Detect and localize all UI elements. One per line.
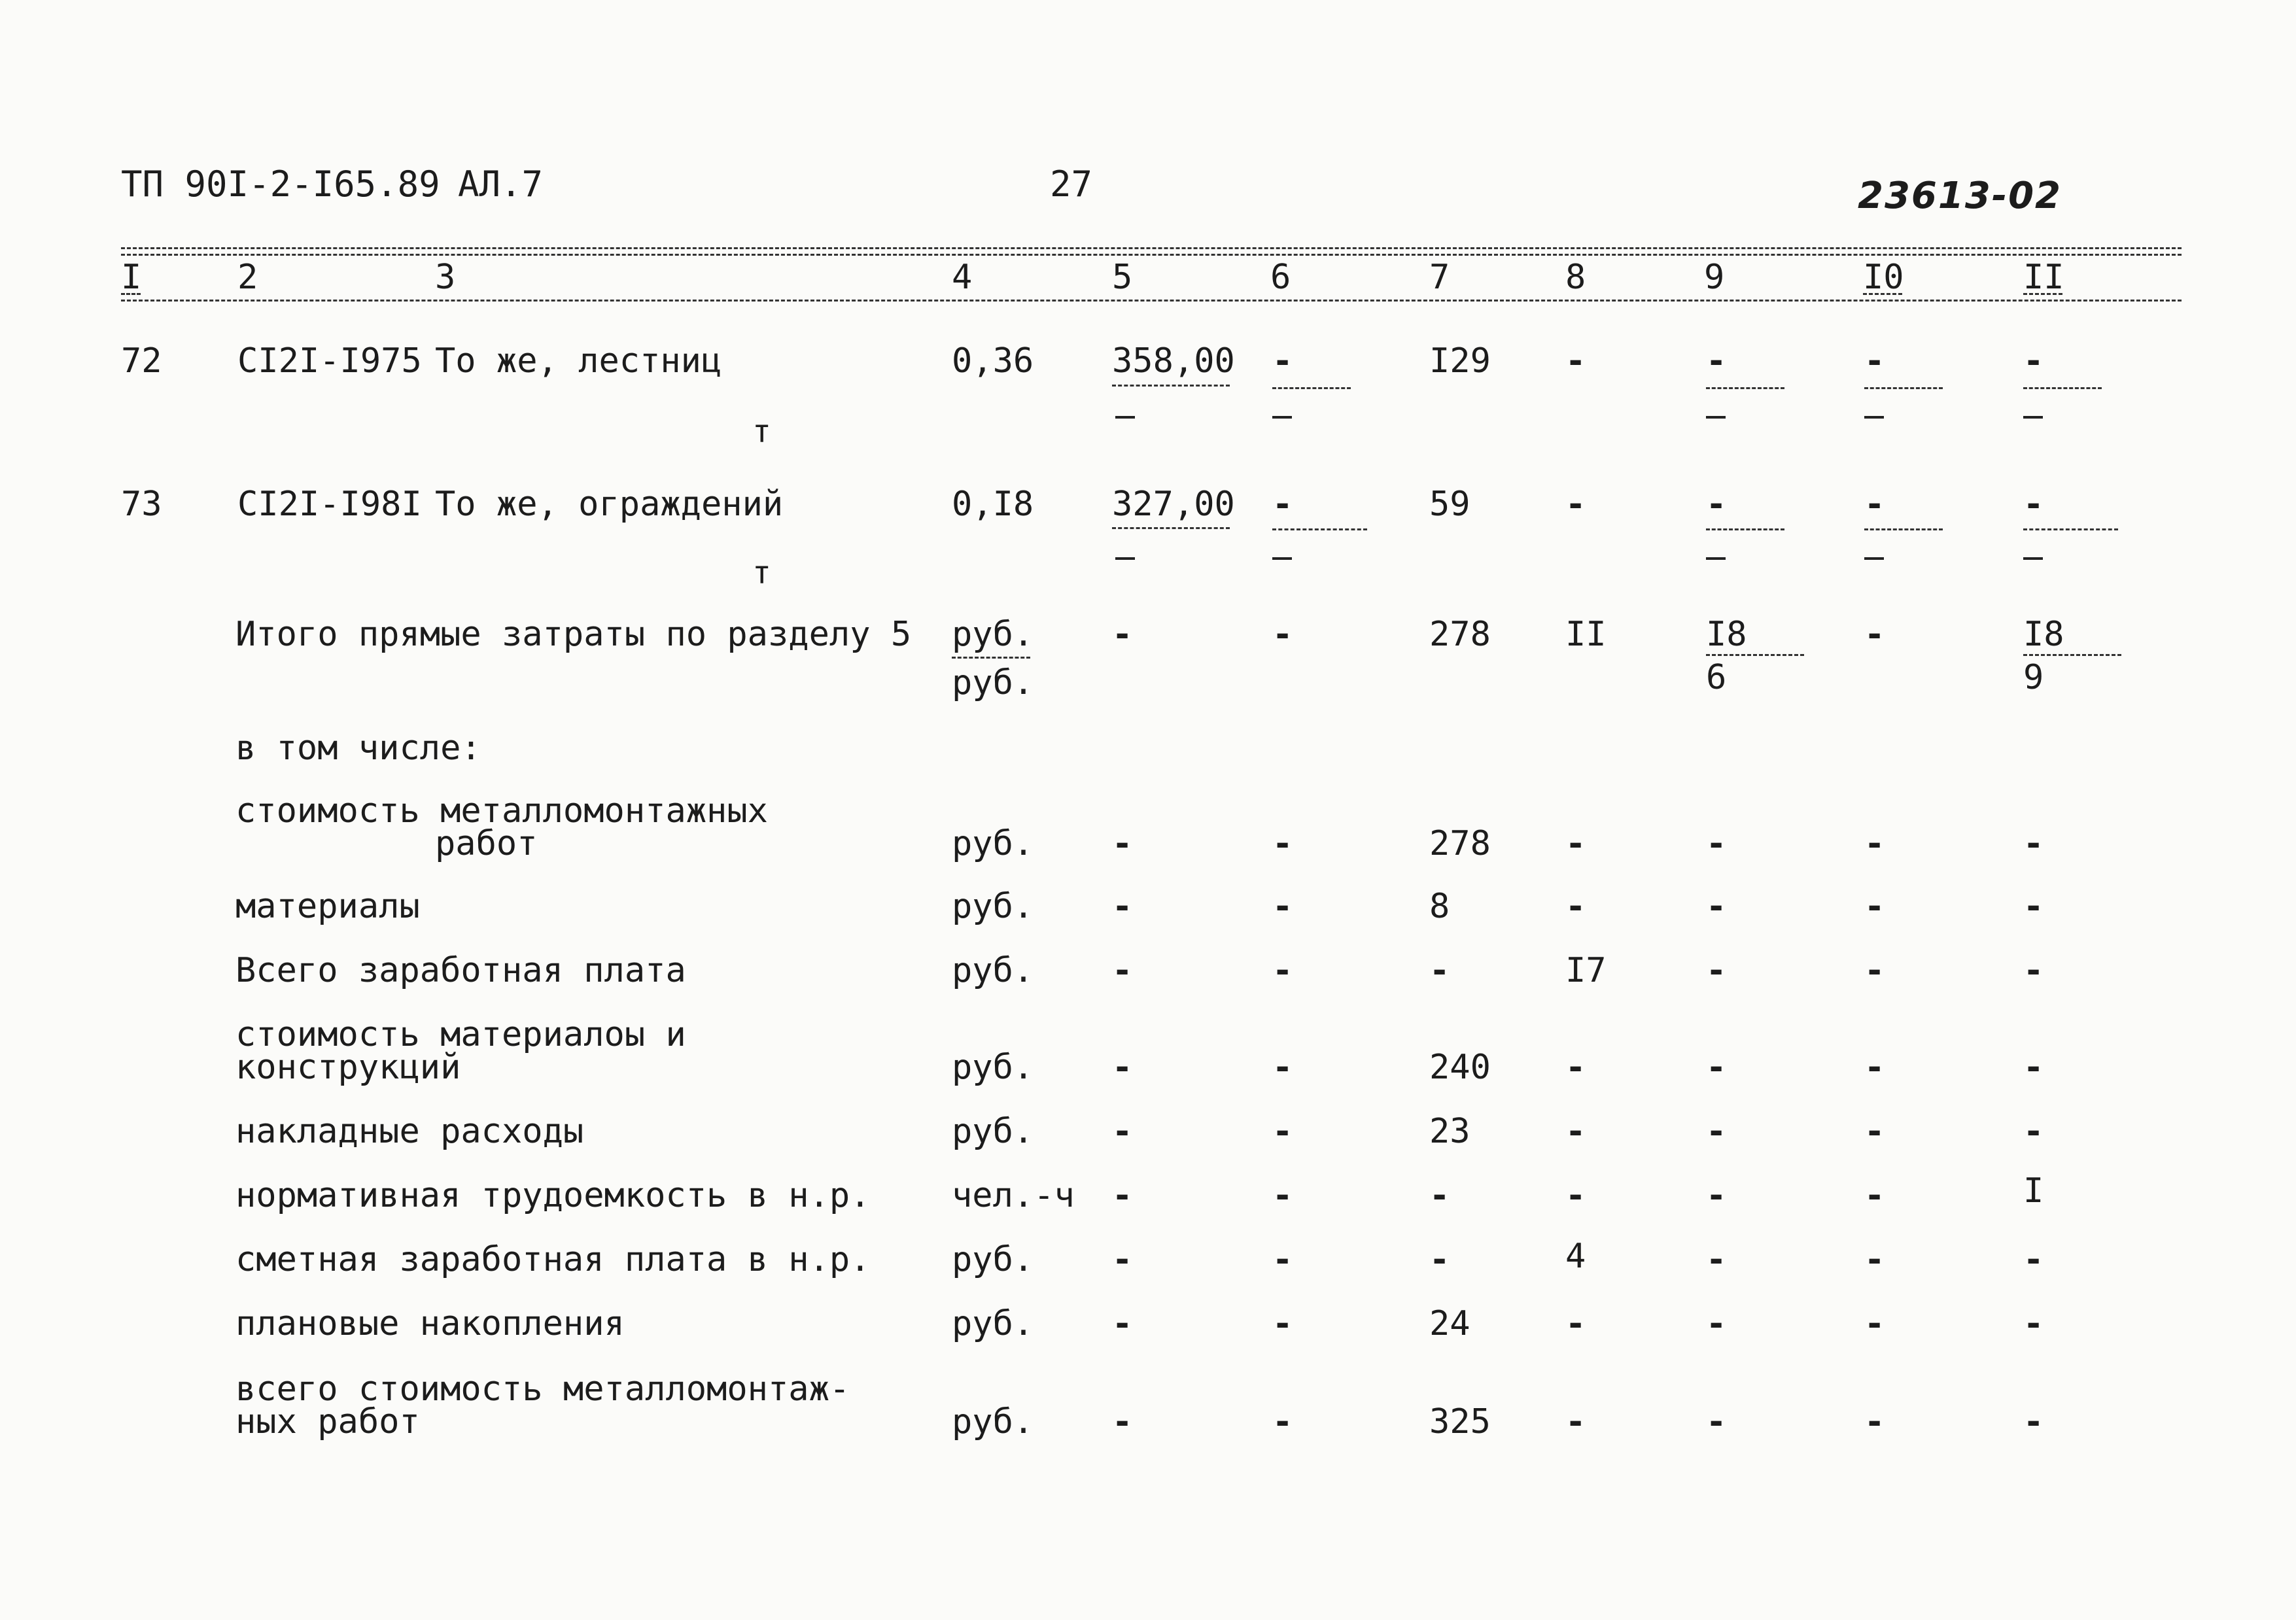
col10-value: - (1864, 341, 1885, 381)
total-col11-top: I8 (2023, 615, 2064, 654)
col5-value: - (1112, 1112, 1133, 1151)
grand-total-label: всего стоимость металломонтаж- (235, 1370, 850, 1409)
col-header-7: 7 (1429, 258, 1450, 297)
unit-label: руб. (952, 1304, 1034, 1343)
breakdown-label: нормативная трудоемкость в н.р. (235, 1176, 871, 1215)
col11-value: - (2023, 824, 2044, 863)
col7-value: 24 (1429, 1304, 1470, 1343)
total-col7: 278 (1429, 615, 1491, 654)
col9-value: - (1706, 824, 1727, 863)
col-header-11-underline (2023, 293, 2062, 295)
grand-total-label-cont: ных работ (235, 1402, 420, 1441)
col6-value: - (1272, 887, 1293, 926)
col5-value: - (1112, 1304, 1133, 1343)
col11-value: - (2023, 1112, 2044, 1151)
total-col11-bottom: 9 (2023, 658, 2044, 697)
col7-value: - (1429, 951, 1450, 990)
col6-value: - (1272, 1240, 1293, 1279)
col8-value: - (1565, 1176, 1586, 1215)
unit-label: т (752, 555, 771, 591)
page-number: 27 (1050, 164, 1093, 205)
col7-value: 23 (1429, 1112, 1470, 1151)
col-header-6: 6 (1270, 258, 1291, 297)
col-header-2: 2 (237, 258, 258, 297)
col10-sub-dash (1864, 557, 1884, 560)
col11-value: - (2023, 1304, 2044, 1343)
unit-price-sub-dash (1115, 416, 1135, 419)
col11-value: - (2023, 1240, 2044, 1279)
header-top-rule-2 (121, 254, 2182, 256)
total-col11-fraction-line (2023, 654, 2121, 656)
unit-label: руб. (952, 1402, 1034, 1441)
col6-fraction-line (1272, 387, 1351, 389)
col5-value: - (1112, 1240, 1133, 1279)
item-name: То же, лестниц (435, 341, 722, 381)
col10-value: - (1864, 485, 1885, 524)
col7-value: 278 (1429, 824, 1491, 863)
col6-sub-dash (1272, 557, 1292, 560)
col-header-4: 4 (952, 258, 973, 297)
col9-value: - (1706, 1402, 1727, 1441)
col8-value: I7 (1565, 951, 1607, 990)
col10-value: - (1864, 1402, 1885, 1441)
col6-value: - (1272, 485, 1293, 524)
unit-label: руб. (952, 887, 1034, 926)
col8-value: - (1565, 824, 1586, 863)
col7-value: 325 (1429, 1402, 1491, 1441)
col-header-1-underline (121, 293, 141, 295)
unit-label: руб. (952, 1048, 1034, 1087)
unit-label: руб. (952, 824, 1034, 863)
header-top-rule (121, 247, 2182, 249)
header-bottom-rule (121, 300, 2182, 302)
col9-value: - (1706, 341, 1727, 381)
col8-value: - (1565, 1402, 1586, 1441)
col6-value: - (1272, 1048, 1293, 1087)
col11-value: - (2023, 1048, 2044, 1087)
col10-value: - (1864, 1304, 1885, 1343)
col11-value: - (2023, 1402, 2044, 1441)
col7-value: 240 (1429, 1048, 1491, 1087)
document-code: ТП 90I-2-I65.89 (121, 164, 440, 205)
unit-price: 327,00 (1112, 485, 1235, 524)
col11-value: - (2023, 887, 2044, 926)
total-col6: - (1272, 615, 1293, 654)
col9-fraction-line (1706, 387, 1784, 389)
breakdown-label-cont: работ (435, 824, 538, 863)
col10-value: - (1864, 1176, 1885, 1215)
col9-sub-dash (1706, 416, 1726, 419)
col10-fraction-line (1864, 528, 1943, 530)
unit-label: чел.-ч (952, 1176, 1075, 1215)
row-number: 73 (121, 485, 162, 524)
col10-value: - (1864, 824, 1885, 863)
unit-label: т (752, 413, 771, 450)
unit-label: руб. (952, 1112, 1034, 1151)
col8-value: - (1565, 887, 1586, 926)
col7-value: I29 (1429, 341, 1491, 381)
col8-value: - (1565, 1112, 1586, 1151)
col-header-1: I (121, 258, 142, 297)
breakdown-label: сметная заработная плата в н.р. (235, 1240, 871, 1279)
col-header-9: 9 (1704, 258, 1725, 297)
col7-value: 8 (1429, 887, 1450, 926)
col6-value: - (1272, 951, 1293, 990)
col-header-10-underline (1863, 293, 1902, 295)
col11-value: - (2023, 341, 2044, 381)
col7-value: - (1429, 1240, 1450, 1279)
col5-value: - (1112, 951, 1133, 990)
col-header-5: 5 (1112, 258, 1133, 297)
item-name: То же, ограждений (435, 485, 784, 524)
col10-fraction-line (1864, 387, 1943, 389)
breakdown-label: Всего заработная плата (235, 951, 686, 990)
col9-value: - (1706, 485, 1727, 524)
total-unit-fraction-line (952, 657, 1030, 659)
total-unit-bottom: руб. (952, 663, 1034, 702)
unit-price-underline (1112, 527, 1230, 529)
col9-value: - (1706, 887, 1727, 926)
col9-value: - (1706, 1304, 1727, 1343)
unit-label: руб. (952, 951, 1034, 990)
col5-value: - (1112, 1402, 1133, 1441)
col8-value: - (1565, 1048, 1586, 1087)
unit-label: руб. (952, 1240, 1034, 1279)
quantity: 0,36 (952, 341, 1034, 381)
col-header-10: I0 (1863, 258, 1904, 297)
total-unit-top: руб. (952, 615, 1034, 654)
col11-fraction-line (2023, 528, 2118, 530)
col5-value: - (1112, 887, 1133, 926)
breakdown-label: стоимость материалоы и (235, 1015, 686, 1054)
quantity: 0,I8 (952, 485, 1034, 524)
album-number: АЛ.7 (458, 164, 544, 205)
total-col9-fraction-line (1706, 654, 1804, 656)
total-col5: - (1112, 615, 1133, 654)
row-number: 72 (121, 341, 162, 381)
col6-fraction-line (1272, 528, 1367, 530)
unit-price-sub-dash (1115, 557, 1135, 560)
including-label: в том числе: (235, 729, 481, 768)
col8-value: 4 (1565, 1237, 1586, 1276)
breakdown-label-cont: конструкций (235, 1048, 461, 1087)
col10-value: - (1864, 1240, 1885, 1279)
col5-value: - (1112, 824, 1133, 863)
col6-sub-dash (1272, 416, 1292, 419)
col7-value: 59 (1429, 485, 1470, 524)
col10-value: - (1864, 887, 1885, 926)
col10-value: - (1864, 1112, 1885, 1151)
col11-value: I (2023, 1171, 2044, 1211)
breakdown-label: накладные расходы (235, 1112, 584, 1151)
col10-sub-dash (1864, 416, 1884, 419)
col6-value: - (1272, 1402, 1293, 1441)
col11-sub-dash (2023, 416, 2043, 419)
col8-value: - (1565, 1304, 1586, 1343)
total-col10: - (1864, 615, 1885, 654)
col10-value: - (1864, 951, 1885, 990)
col11-value: - (2023, 485, 2044, 524)
col11-fraction-line (2023, 387, 2102, 389)
rate-code: CI2I-I975 (237, 341, 422, 381)
rate-code: CI2I-I98I (237, 485, 422, 524)
col8-value: - (1565, 341, 1586, 381)
col9-fraction-line (1706, 528, 1784, 530)
col6-value: - (1272, 341, 1293, 381)
col9-value: - (1706, 1240, 1727, 1279)
col-header-8: 8 (1565, 258, 1586, 297)
inventory-stamp: 23613-02 (1858, 175, 2062, 217)
unit-price-underline (1112, 385, 1230, 387)
col-header-11: II (2023, 258, 2064, 297)
unit-price: 358,00 (1112, 341, 1235, 381)
col7-value: - (1429, 1176, 1450, 1215)
col6-value: - (1272, 1304, 1293, 1343)
col10-value: - (1864, 1048, 1885, 1087)
total-col9-top: I8 (1706, 615, 1747, 654)
col6-value: - (1272, 1112, 1293, 1151)
col11-sub-dash (2023, 557, 2043, 560)
breakdown-label: материалы (235, 887, 420, 926)
col8-value: - (1565, 485, 1586, 524)
total-label: Итого прямые затраты по разделу 5 (235, 615, 912, 654)
col9-sub-dash (1706, 557, 1726, 560)
col9-value: - (1706, 1048, 1727, 1087)
breakdown-label: стоимость металломонтажных (235, 791, 768, 831)
col9-value: - (1706, 951, 1727, 990)
col6-value: - (1272, 1176, 1293, 1215)
col11-value: - (2023, 951, 2044, 990)
col-header-3: 3 (435, 258, 456, 297)
col5-value: - (1112, 1048, 1133, 1087)
col9-value: - (1706, 1176, 1727, 1215)
col5-value: - (1112, 1176, 1133, 1215)
col9-value: - (1706, 1112, 1727, 1151)
breakdown-label: плановые накопления (235, 1304, 625, 1343)
col6-value: - (1272, 824, 1293, 863)
total-col9-bottom: 6 (1706, 658, 1727, 697)
total-col8: II (1565, 615, 1607, 654)
